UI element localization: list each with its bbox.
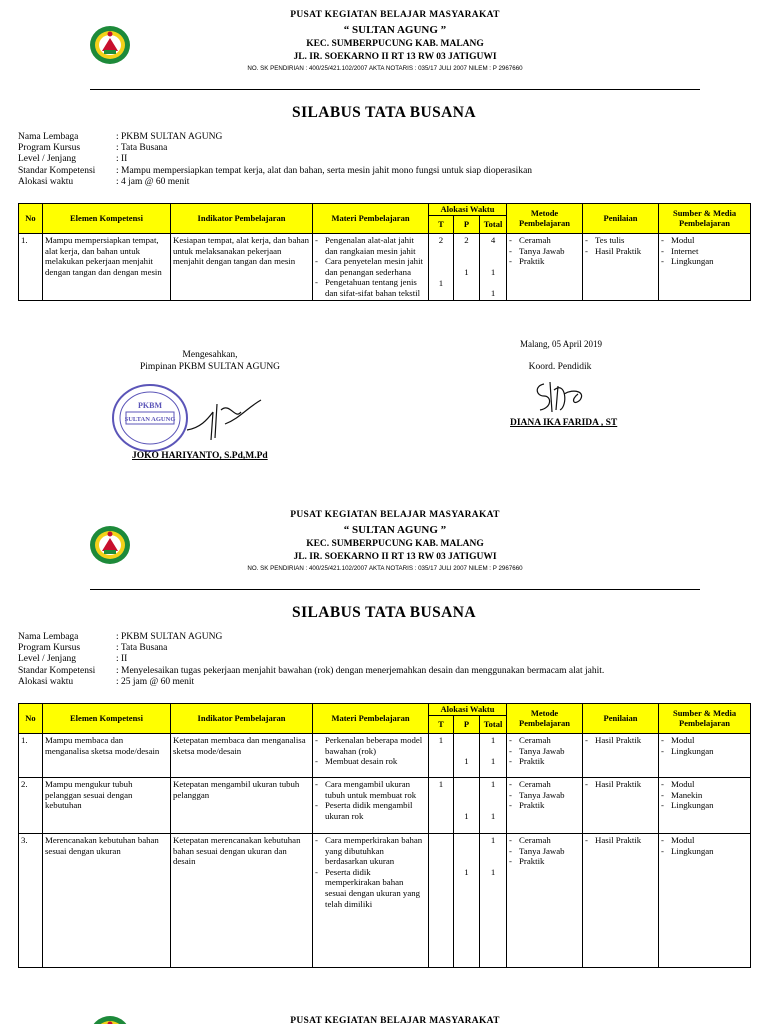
header-metode: Metode Pembelajaran <box>507 204 583 234</box>
sumber-item: - Internet <box>661 246 748 257</box>
info-label: Alokasi waktu <box>18 676 74 687</box>
metode-item: - Ceramah <box>509 235 580 246</box>
cell-metode <box>507 234 583 301</box>
total-value: 1 <box>490 835 496 845</box>
t-value: 1 <box>438 735 444 745</box>
info-label: Program Kursus <box>18 143 81 154</box>
cell-penilaian <box>583 734 659 778</box>
cell-sumber <box>659 778 751 834</box>
letterhead-name: “ SULTAN AGUNG ” <box>343 24 447 36</box>
metode-item: - Praktik <box>509 256 580 267</box>
sumber-item: - Modul <box>661 779 748 790</box>
sumber-item: - Manekin <box>661 790 748 801</box>
total-value: 1 <box>490 811 496 821</box>
header-t: T <box>429 216 454 234</box>
cell-no: 2. <box>19 778 43 834</box>
leader-name: JOKO HARIYANTO, S.Pd,M.Pd <box>132 451 268 461</box>
p-value: 1 <box>464 756 469 766</box>
total-value: 4 <box>490 235 496 245</box>
svg-text:SULTAN AGUNG: SULTAN AGUNG <box>124 416 176 423</box>
p-value: 1 <box>464 266 469 277</box>
letterhead <box>0 10 768 86</box>
p-value: 1 <box>464 867 469 877</box>
sumber-item: - Modul <box>661 835 748 846</box>
metode-item: - Ceramah <box>509 735 580 746</box>
t-value <box>431 246 451 278</box>
cell-indikator: Ketepatan membaca dan menganalisa sketsa mode/desain <box>171 734 313 778</box>
metode-item: - Praktik <box>509 856 580 867</box>
materi-item: - Pengetahuan tentang jenis dan sifat-sifat bahan tekstil <box>315 277 426 298</box>
signature-date: Malang, 05 April 2019 <box>520 339 602 349</box>
sumber-item: - Modul <box>661 235 748 246</box>
info-value: : Mampu mempersiapkan tempat kerja, alat dan bahan, serta mesin jahit mono fungsi untuk siap dioperasikan <box>116 165 533 176</box>
coordinator-name: DIANA IKA FARIDA , ST <box>510 418 618 428</box>
cell-indikator: Ketepatan mengambil ukuran tubuh pelanggan <box>171 778 313 834</box>
document-title: SILABUS TATA BUSANA <box>292 104 476 121</box>
metode-item: - Tanya Jawab <box>509 790 580 801</box>
sumber-item: - Lingkungan <box>661 846 748 857</box>
p-value: 2 <box>464 235 469 245</box>
sumber-item: - Lingkungan <box>661 256 748 267</box>
letterhead-kecamatan: KEC. SUMBERPUCUNG KAB. MALANG <box>306 539 484 549</box>
leader-signature-icon <box>185 390 265 445</box>
header-sumber: Sumber & Media Pembelajaran <box>659 204 751 234</box>
syllabus-page-2 <box>0 510 768 980</box>
penilaian-item: - Hasil Praktik <box>585 835 656 846</box>
sumber-item: - Lingkungan <box>661 746 748 757</box>
cell-sumber <box>659 234 751 301</box>
letterhead-divider <box>90 89 700 90</box>
cell-metode <box>507 734 583 778</box>
penilaian-item: - Hasil Praktik <box>585 779 656 790</box>
info-label: Nama Lembaga <box>18 632 79 642</box>
metode-item: - Tanya Jawab <box>509 246 580 257</box>
cell-no: 1. <box>19 734 43 778</box>
total-value: 1 <box>490 779 496 789</box>
info-label: Nama Lembaga <box>18 132 79 142</box>
header-indikator: Indikator Pembelajaran <box>171 204 313 234</box>
header-penilaian: Penilaian <box>583 704 659 734</box>
cell-t <box>429 834 454 968</box>
header-materi: Materi Pembelajaran <box>313 204 429 234</box>
document-title: SILABUS TATA BUSANA <box>292 604 476 621</box>
materi-item: - Cara mengambil ukuran tubuh untuk membuat rok <box>315 779 426 800</box>
materi-item: - Peserta didik memperkirakan bahan sesuai dengan ukuran yang telah dimiliki <box>315 867 426 909</box>
cell-total <box>480 834 507 968</box>
header-sumber: Sumber & Media Pembelajaran <box>659 704 751 734</box>
letterhead-address: JL. IR. SOEKARNO II RT 13 RW 03 JATIGUWI <box>293 52 497 62</box>
t-value: 1 <box>438 277 444 288</box>
cell-no: 3. <box>19 834 43 968</box>
table-row <box>19 778 751 834</box>
cell-elemen: Mampu mengukur tubuh pelanggan sesuai dengan kebutuhan <box>43 778 171 834</box>
syllabus-page-1 <box>0 10 768 490</box>
pkbm-logo-icon <box>88 524 132 566</box>
materi-item: - Cara memperkirakan bahan yang dibutuhkan berdasarkan ukuran <box>315 835 426 867</box>
cell-materi <box>313 834 429 968</box>
letterhead-org: PUSAT KEGIATAN BELAJAR MASYARAKAT <box>290 10 500 20</box>
table-row <box>19 734 751 778</box>
header-p: P <box>454 216 480 234</box>
letterhead-address: JL. IR. SOEKARNO II RT 13 RW 03 JATIGUWI <box>293 552 497 562</box>
info-row <box>18 177 532 188</box>
info-row <box>18 632 604 643</box>
header-elemen: Elemen Kompetensi <box>43 204 171 234</box>
metode-item: - Tanya Jawab <box>509 746 580 757</box>
total-value: 1 <box>490 266 496 277</box>
info-label: Program Kursus <box>18 643 81 654</box>
sumber-item: - Lingkungan <box>661 800 748 811</box>
info-row <box>18 132 532 143</box>
letterhead-name: “ SULTAN AGUNG ” <box>343 524 447 536</box>
metode-item: - Tanya Jawab <box>509 846 580 857</box>
coordinator-signature-icon <box>530 376 600 416</box>
cell-p <box>454 778 480 834</box>
letterhead <box>0 510 768 586</box>
cell-metode <box>507 834 583 968</box>
header-total: Total <box>480 216 507 234</box>
info-value: : PKBM SULTAN AGUNG <box>116 632 223 642</box>
letterhead-sk-number: NO. SK PENDIRIAN : 400/25/421.102/2007 AKTA NOTARIS : 035/17 JULI 2007 NILEM : P 2967660 <box>247 65 523 72</box>
info-value: : 4 jam @ 60 menit <box>116 176 190 187</box>
info-label: Alokasi waktu <box>18 176 74 187</box>
cell-t <box>429 234 454 301</box>
total-value: 1 <box>490 867 496 877</box>
penilaian-item: - Hasil Praktik <box>585 735 656 746</box>
p-value <box>456 735 477 756</box>
syllabus-table <box>18 203 751 301</box>
header-p: P <box>454 716 480 734</box>
t-value: 2 <box>438 235 444 245</box>
header-metode: Metode Pembelajaran <box>507 704 583 734</box>
table-row <box>19 834 751 968</box>
penilaian-item: - Hasil Praktik <box>585 246 656 257</box>
cell-p <box>454 734 480 778</box>
info-label: Level / Jenjang <box>18 654 77 665</box>
materi-item: - Membuat desain rok <box>315 756 426 767</box>
info-row <box>18 654 604 665</box>
cell-t <box>429 778 454 834</box>
metode-item: - Ceramah <box>509 779 580 790</box>
total-value: 1 <box>490 735 496 745</box>
cell-p <box>454 234 480 301</box>
info-row <box>18 154 532 165</box>
info-label: Level / Jenjang <box>18 154 77 165</box>
metode-item: - Praktik <box>509 756 580 767</box>
info-row <box>18 166 532 177</box>
metode-item: - Praktik <box>509 800 580 811</box>
header-elemen: Elemen Kompetensi <box>43 704 171 734</box>
total-value: 1 <box>490 756 496 766</box>
info-value: : II <box>116 654 128 665</box>
materi-item: - Cara penyetelan mesin jahit dan penangan sederhana <box>315 256 426 277</box>
cell-materi <box>313 234 429 301</box>
header-materi: Materi Pembelajaran <box>313 704 429 734</box>
materi-item: - Peserta didik mengambil ukuran rok <box>315 800 426 821</box>
sumber-item: - Modul <box>661 735 748 746</box>
cell-metode <box>507 778 583 834</box>
approver-title: Pimpinan PKBM SULTAN AGUNG <box>139 362 281 372</box>
cell-indikator: Ketepatan merencanakan kebutuhan bahan sesuai dengan ukuran dan desain <box>171 834 313 968</box>
letterhead-org: PUSAT KEGIATAN BELAJAR MASYARAKAT <box>290 510 500 520</box>
info-label: Standar Kompetensi <box>18 165 96 176</box>
cell-p <box>454 834 480 968</box>
info-value: : II <box>116 154 128 165</box>
syllabus-table <box>18 703 751 968</box>
t-value: 1 <box>438 779 444 789</box>
materi-item: - Pengenalan alat-alat jahit dan rangkaian mesin jahit <box>315 235 426 256</box>
official-stamp-icon <box>110 382 190 454</box>
info-row <box>18 643 604 654</box>
pkbm-logo-icon <box>88 1014 132 1024</box>
info-value: : 25 jam @ 60 menit <box>116 676 195 687</box>
approval-label: Mengesahkan, <box>182 350 238 360</box>
header-alokasi: Alokasi Waktu <box>429 704 507 716</box>
coordinator-title: Koord. Pendidik <box>528 362 592 372</box>
cell-total <box>480 734 507 778</box>
metode-item: - Ceramah <box>509 835 580 846</box>
penilaian-item: - Tes tulis <box>585 235 656 246</box>
info-row <box>18 677 604 688</box>
letterhead-sk-number: NO. SK PENDIRIAN : 400/25/421.102/2007 AKTA NOTARIS : 035/17 JULI 2007 NILEM : P 2967660 <box>247 565 523 572</box>
p-value: 1 <box>464 811 469 821</box>
cell-t <box>429 734 454 778</box>
header-t: T <box>429 716 454 734</box>
cell-total <box>480 234 507 301</box>
cell-total <box>480 778 507 834</box>
p-value <box>456 835 477 867</box>
course-info <box>18 632 604 688</box>
cell-elemen: Mampu membaca dan menganalisa sketsa mode/desain <box>43 734 171 778</box>
cell-sumber <box>659 834 751 968</box>
materi-item: - Perkenalan beberapa model bawahan (rok) <box>315 735 426 756</box>
header-indikator: Indikator Pembelajaran <box>171 704 313 734</box>
letterhead-kecamatan: KEC. SUMBERPUCUNG KAB. MALANG <box>306 39 484 49</box>
info-row <box>18 666 604 677</box>
cell-elemen: Mampu mempersiapkan tempat, alat kerja, dan bahan untuk melakukan pekerjaan menjahit dengan tangan dan dengan mesin <box>43 234 171 301</box>
info-row <box>18 143 532 154</box>
header-penilaian: Penilaian <box>583 204 659 234</box>
info-value: : Menyelesaikan tugas pekerjaan menjahit bawahan (rok) dengan menerjemahkan desain dan menggunakan bermacam alat jahit. <box>116 665 605 676</box>
cell-sumber <box>659 734 751 778</box>
cell-penilaian <box>583 834 659 968</box>
info-value: : Tata Busana <box>116 643 168 654</box>
info-value: : PKBM SULTAN AGUNG <box>116 132 223 142</box>
cell-indikator: Kesiapan tempat, alat kerja, dan bahan untuk melaksanakan pekerjaan menjahit dengan tangan dan mesin <box>171 234 313 301</box>
info-label: Standar Kompetensi <box>18 665 96 676</box>
table-row <box>19 234 751 301</box>
pkbm-logo-icon <box>88 24 132 66</box>
header-no: No <box>19 204 43 234</box>
header-alokasi: Alokasi Waktu <box>429 204 507 216</box>
cell-materi <box>313 734 429 778</box>
header-total: Total <box>480 716 507 734</box>
info-value: : Tata Busana <box>116 143 168 154</box>
total-value: 1 <box>490 288 496 299</box>
course-info <box>18 132 532 188</box>
cell-penilaian <box>583 234 659 301</box>
svg-text:PKBM: PKBM <box>138 401 162 410</box>
p-value <box>456 779 477 811</box>
syllabus-page-3 <box>0 1010 768 1024</box>
header-no: No <box>19 704 43 734</box>
cell-penilaian <box>583 778 659 834</box>
cell-no: 1. <box>19 234 43 301</box>
letterhead-org: PUSAT KEGIATAN BELAJAR MASYARAKAT <box>290 1016 500 1024</box>
letterhead-divider <box>90 589 700 590</box>
cell-materi <box>313 778 429 834</box>
cell-elemen: Merencanakan kebutuhan bahan sesuai dengan ukuran <box>43 834 171 968</box>
